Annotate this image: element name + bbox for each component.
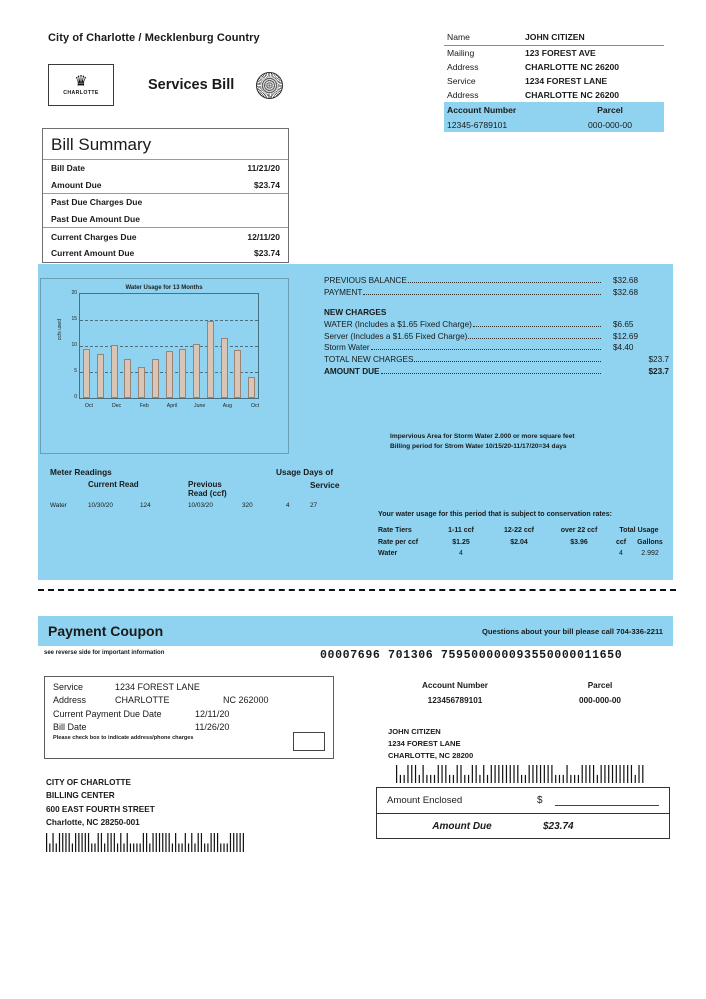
chart-bar: [111, 345, 118, 398]
charge-previous-balance: [324, 276, 669, 285]
bill-summary-group-1: [43, 159, 288, 193]
coupon-bill-date-label: Bill Date: [53, 721, 87, 732]
customer-name-label: Name: [447, 32, 470, 43]
customer-row-service: [444, 74, 664, 88]
current-amount-label: Current Amount Due: [51, 248, 135, 259]
chart-y-tick: 0: [74, 394, 77, 400]
parcel-value: 000-000-00: [588, 119, 632, 130]
chart-bar: [221, 338, 228, 398]
tear-off-divider: [38, 589, 676, 591]
current-read-date: 10/30/20: [88, 502, 113, 509]
chart-bar: [83, 349, 90, 398]
coupon-amount-due-row: [377, 814, 669, 839]
current-charges-label: Current Charges Due: [51, 231, 137, 242]
water-total-gallons: 2.992: [641, 550, 659, 557]
account-header-row: [444, 102, 664, 117]
rate-tier-3: $3.96: [570, 538, 588, 546]
total-new-charges-value: $23.7: [648, 354, 669, 364]
chart-bar: [152, 359, 159, 398]
coupon-due-date-label: Current Payment Due Date: [53, 708, 162, 719]
chart-x-tick: June: [194, 403, 206, 409]
chart-y-tick: 5: [74, 368, 77, 374]
chart-y-tick: 20: [71, 290, 77, 296]
past-due-charges-row: [43, 194, 288, 211]
ccf-label: ccf: [615, 538, 627, 546]
amount-due-value: $23.74: [254, 179, 280, 190]
coupon-account-label: Account Number: [422, 681, 488, 690]
company-title: City of Charlotte / Mecklenburg Country: [48, 32, 260, 44]
water-total-ccf: 4: [619, 550, 623, 557]
chart-x-tick: Feb: [139, 403, 149, 409]
payment-coupon-banner: [38, 616, 673, 646]
water-tier-1-usage: 4: [459, 550, 463, 557]
coupon-address-state: NC 262000: [223, 695, 269, 706]
charlotte-crown-logo: [48, 64, 114, 106]
reverse-side-note: see reverse side for important information: [44, 650, 165, 656]
billing-center-line1: CITY OF CHARLOTTE: [46, 778, 131, 787]
storm-note-line2: Billing period for Strom Water 10/15/20-11/17/20=34 days: [390, 443, 567, 451]
bill-date-row: [43, 160, 288, 177]
payment-value: $32.68: [613, 287, 639, 297]
previous-read-date: 10/03/20: [188, 502, 213, 509]
tier-1-label: 1-11 ccf: [448, 527, 474, 534]
dot-leader: [363, 294, 601, 295]
coupon-customer-line1: 1234 FOREST LANE: [388, 739, 461, 749]
billing-center-line3: 600 EAST FOURTH STREET: [46, 804, 155, 814]
postal-barcode-right: [396, 765, 646, 783]
dot-leader: [473, 326, 601, 327]
chart-x-tick: [124, 403, 138, 409]
chart-title: Water Usage for 13 Months: [125, 285, 203, 291]
chart-bar: [138, 367, 145, 398]
payment-coupon-title: Payment Coupon: [48, 623, 164, 639]
chart-x-tick: [96, 403, 110, 409]
chart-bar: [97, 354, 104, 398]
coupon-customer-name: JOHN CITIZEN: [388, 727, 441, 736]
current-read-header: Current Read: [88, 480, 139, 489]
amount-enclosed-input[interactable]: [555, 795, 659, 806]
coupon-amount-due-label: Amount Due: [432, 821, 492, 832]
chart-x-tick: [151, 403, 165, 409]
amount-due-row: [43, 177, 288, 194]
total-new-charges-label: TOTAL NEW CHARGES: [324, 354, 414, 364]
coupon-parcel-label: Parcel: [587, 681, 613, 690]
previous-balance-value: $32.68: [613, 276, 639, 285]
coupon-customer-address: [388, 726, 473, 762]
mailing-value: 123 FOREST AVE: [525, 47, 596, 58]
charges-panel: [38, 264, 673, 580]
micr-line: 00007696 701306 759500000093550000011650: [320, 649, 623, 662]
rate-tier-2: $2.04: [510, 538, 528, 546]
coupon-account-number: 123456789101: [427, 696, 483, 705]
water-usage-chart: [40, 278, 289, 454]
dot-leader: [414, 361, 601, 362]
parcel-label: Parcel: [597, 104, 623, 115]
dot-leader: [381, 373, 602, 374]
tier-3-label: over 22 ccf: [560, 527, 598, 534]
chart-bar: [179, 349, 186, 398]
support-phone-text: Questions about your bill please call 704-336-2211: [481, 626, 663, 636]
chart-bars: [83, 294, 255, 398]
meter-type-header: [50, 480, 88, 498]
charges-list: [324, 276, 669, 378]
customer-name-value: JOHN CITIZEN: [525, 32, 585, 43]
coupon-bill-date-row: [53, 722, 325, 732]
charge-server: [324, 332, 669, 341]
chart-y-tick: 15: [71, 316, 77, 322]
coupon-address-label: Address: [53, 695, 87, 706]
chart-bar: [193, 344, 200, 398]
county-seal-icon: [256, 72, 283, 99]
chart-plot-area: [79, 293, 259, 399]
service-address-value: CHARLOTTE NC 26200: [525, 90, 620, 101]
conservation-rates: [378, 510, 668, 562]
storm-water-label: Storm Water: [324, 343, 370, 353]
coupon-account-header: [380, 681, 670, 690]
current-read-value: 124: [140, 502, 151, 509]
address-change-checkbox[interactable]: [293, 732, 325, 751]
panel-amount-due-value: $23.7: [648, 366, 669, 376]
amount-enclosed-row: [377, 788, 669, 814]
new-charges-header: NEW CHARGES: [324, 308, 387, 318]
spacer: [140, 480, 188, 498]
bill-header: [48, 32, 348, 106]
page-title: Services Bill: [148, 77, 235, 93]
dollar-sign: $: [537, 795, 543, 806]
chart-x-tick: [207, 403, 221, 409]
service-header: Service: [310, 480, 340, 490]
mailing-address-label: Address: [447, 61, 479, 72]
chart-x-tick: Oct: [251, 403, 260, 409]
past-due-charges-label: Past Due Charges Due: [51, 197, 143, 208]
account-values-row: [444, 117, 664, 132]
coupon-address-row: [53, 695, 325, 705]
chart-x-tick: [234, 403, 248, 409]
charge-payment: [324, 288, 669, 297]
storm-water-value: $4.40: [613, 343, 634, 353]
chart-x-tick: Aug: [222, 403, 232, 409]
water-tier-2-usage: [490, 550, 548, 557]
charge-amount-due: [324, 367, 669, 376]
storm-note-line1: Impervious Area for Storm Water 2.000 or more square feet: [390, 433, 575, 440]
rate-tiers-label: Rate Tiers: [378, 527, 412, 534]
dot-leader: [408, 282, 601, 283]
customer-row-name: [444, 30, 664, 46]
chart-x-tick: Dec: [111, 403, 122, 409]
days-of-service-value: 27: [310, 502, 318, 509]
chart-y-axis-label: ccfs used: [57, 319, 63, 341]
water-tier-3-usage: [548, 550, 610, 557]
chart-bar: [207, 321, 214, 398]
conservation-header-row: [378, 527, 668, 534]
total-usage-label: Total Usage: [619, 527, 659, 534]
meter-type: Water: [50, 502, 67, 509]
amount-box: [376, 787, 670, 839]
charge-total-new: [324, 355, 669, 364]
chart-plot-inner: [80, 294, 258, 398]
water-charge-label: WATER (Includes a $1.65 Fixed Charge): [324, 320, 472, 330]
customer-row-mailing-address: [444, 60, 664, 74]
usage-days-header: Usage Days of: [276, 467, 334, 477]
current-charges-row: [43, 228, 288, 245]
charge-storm-water: [324, 343, 669, 352]
tier-2-label: 12-22 ccf: [504, 527, 534, 534]
coupon-address-city: CHARLOTTE: [115, 695, 170, 706]
chart-x-tick: Oct: [84, 403, 93, 409]
account-number-label: Account Number: [447, 104, 517, 115]
coupon-account-values: [380, 696, 670, 705]
service-label: Service: [447, 76, 476, 87]
chart-bar: [166, 351, 173, 398]
current-amount-value: $23.74: [254, 248, 280, 259]
dot-leader: [468, 338, 601, 339]
bill-date-label: Bill Date: [51, 163, 86, 174]
customer-row-service-address: [444, 88, 664, 102]
bill-date-value: 11/21/20: [247, 163, 280, 174]
usage-value: 4: [286, 502, 290, 509]
coupon-customer-line2: CHARLOTTE, NC 28200: [388, 751, 474, 761]
chart-bar: [234, 350, 241, 398]
coupon-service-box: [44, 676, 334, 759]
payment-label: PAYMENT: [324, 287, 363, 297]
bill-summary-group-3: [43, 227, 288, 261]
service-address-label: Address: [447, 90, 479, 101]
mailing-address-value: CHARLOTTE NC 26200: [525, 61, 620, 72]
current-amount-row: [43, 245, 288, 262]
service-value: 1234 FOREST LANE: [525, 76, 608, 87]
rate-per-ccf-label: Rate per ccf: [378, 538, 419, 546]
coupon-service-value: 1234 FOREST LANE: [115, 682, 200, 692]
bill-summary-box: [42, 128, 289, 263]
storm-water-note: [390, 432, 575, 452]
customer-row-mailing: [444, 46, 664, 60]
chart-x-tick: [179, 403, 193, 409]
past-due-amount-label: Past Due Amount Due: [51, 214, 140, 225]
billing-center-address: [46, 776, 246, 856]
panel-amount-due-label: AMOUNT DUE: [324, 366, 380, 376]
billing-center-line2: BILLING CENTER: [46, 791, 115, 801]
coupon-bill-date-value: 11/26/20: [195, 721, 230, 732]
previous-read-value: 320: [242, 502, 253, 509]
coupon-amount-due-value: $23.74: [543, 821, 574, 832]
crown-icon: ♛: [74, 72, 88, 90]
amount-due-label: Amount Due: [51, 179, 102, 190]
chart-bar: [248, 377, 255, 398]
meter-data-row: [50, 502, 360, 509]
current-charges-value: 12/11/20: [247, 231, 280, 242]
conservation-title: Your water usage for this period that is subject to conservation rates:: [378, 510, 613, 518]
bill-summary-group-2: [43, 193, 288, 227]
conservation-water-label: Water: [378, 550, 398, 557]
bill-summary-title: Bill Summary: [51, 135, 152, 154]
coupon-due-date-row: [53, 709, 325, 719]
server-charge-label: Server (Includes a $1.65 Fixed Charge): [324, 331, 468, 341]
coupon-service-label: Service: [53, 682, 84, 692]
coupon-service-row: [53, 682, 325, 692]
server-charge-value: $12.69: [613, 331, 639, 341]
billing-center-line4: Charlotte, NC 28250-001: [46, 817, 140, 827]
logo-row: [48, 64, 348, 106]
coupon-due-date-value: 12/11/20: [195, 708, 230, 719]
rate-tier-1: $1.25: [452, 538, 470, 546]
chart-y-tick: 10: [71, 342, 77, 348]
conservation-water-row: [378, 550, 668, 557]
coupon-parcel-value: 000-000-00: [579, 696, 621, 705]
mailing-label: Mailing: [447, 47, 475, 58]
gallons-label: Gallons: [637, 538, 663, 546]
spacer: [324, 299, 669, 308]
postal-barcode-left: [46, 833, 246, 852]
account-number-value: 12345-6789101: [447, 119, 508, 130]
crown-logo-label: CHARLOTTE: [63, 89, 99, 96]
amount-enclosed-label: Amount Enclosed: [387, 795, 463, 806]
conservation-rate-row: [378, 539, 668, 546]
previous-balance-label: PREVIOUS BALANCE: [324, 276, 407, 285]
chart-x-tick: April: [166, 403, 178, 409]
chart-bar: [124, 359, 131, 398]
chart-x-ticks: [82, 403, 262, 409]
water-charge-value: $6.65: [613, 320, 634, 330]
coupon-checkbox-note: Please check box to indicate address/phone charges: [53, 735, 194, 742]
past-due-amount-row: [43, 211, 288, 228]
meter-readings-title: Meter Readings: [50, 467, 112, 477]
previous-read-header: Previous Read (ccf): [188, 480, 227, 498]
charge-water: [324, 320, 669, 329]
customer-info-table: [444, 30, 664, 132]
dot-leader: [371, 349, 601, 350]
